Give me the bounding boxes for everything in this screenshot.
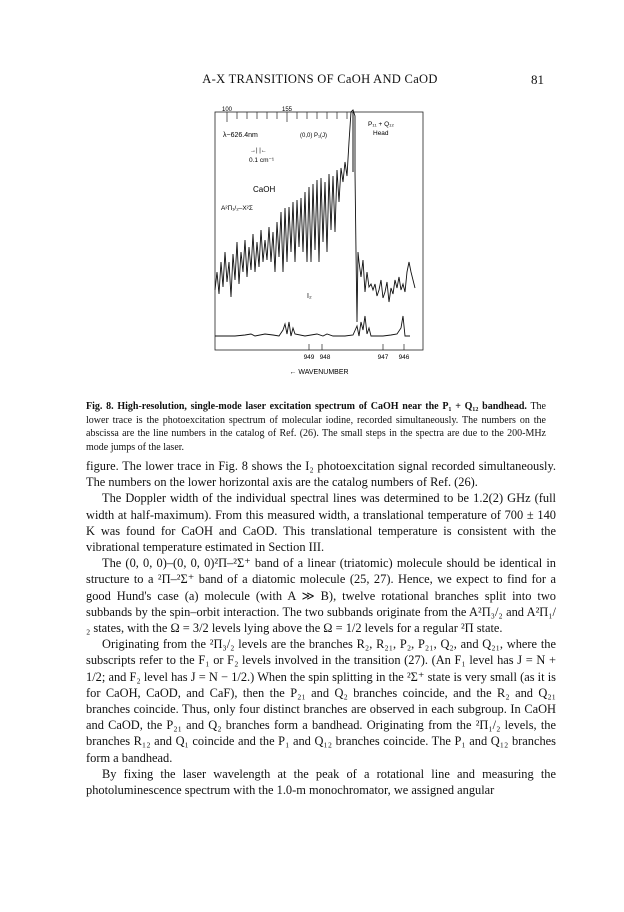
bottom-tick-label: 949 <box>303 354 315 361</box>
bandhead-label: P₁₁ + Q₁₂ <box>368 121 394 128</box>
top-tick-label: 100 <box>221 107 233 113</box>
page-header <box>0 72 624 92</box>
iodine-label: I₂ <box>307 293 312 300</box>
transition-label: A²Π₁/₂–X²Σ <box>221 205 253 212</box>
figure-spectrum <box>205 107 435 380</box>
caoh-trace <box>215 110 415 322</box>
paragraph: The Doppler width of the individual spectral lines was determined to be 1.2(2) GHz (full width at half-maximum). From this measured width, a translational temperature of 700 ± 140 K was found for CaOH and CaOD. This translational temperature is consistent with the vibrational temperature estimated in Section III. <box>86 491 556 555</box>
paragraph: By fixing the laser wavelength at the peak of a rotational line and measuring the photoluminescence spectrum with the 1.0-m monochromator, we assigned angular <box>86 766 556 798</box>
bottom-tick-label: 948 <box>319 354 331 361</box>
head-label: Head <box>373 130 389 137</box>
spectrum-plot <box>205 107 435 380</box>
plot-frame <box>215 112 423 350</box>
branch-label: (0,0) P₁(J) <box>300 133 328 139</box>
resolution-arrow: →| |← <box>250 148 267 154</box>
top-ticks <box>227 112 347 122</box>
paragraph: Originating from the ²Π₃/₂ levels are the branches R₂, R₂₁, P₂, P₂₁, Q₂, and Q₂₁, where the subscripts refer to the F₁ or F₂ levels involved in the transition (27). (An F₁ level has J = N + 1/2; and F₂ level has J = N − 1/2.) When the spin splitting in the ²Σ⁺ state is very small (as it is for CaOH, CaOD, and CaF), then the P₂₁ and Q₂ branches coincide, and the R₂ and Q₂₁ branches coincide. Thus, only four distinct branches are observed in each subgroup. In CaOH and CaOD, the P₂₁ and Q₂ branches form a bandhead. Originating from the ²Π₁/₂ levels, the branches R₁₂ and Q₁ coincide and the P₁ and Q₁₂ branches coincide. The P₁ and Q₁₂ branches form a bandhead. <box>86 637 556 765</box>
resolution-label: 0.1 cm⁻¹ <box>249 157 275 164</box>
bottom-tick-label: 947 <box>377 354 389 361</box>
paragraph: figure. The lower trace in Fig. 8 shows the I₂ photoexcitation signal recorded simultaneously. The numbers on the lower horizontal axis are the catalog numbers of Ref. (26). <box>86 459 556 490</box>
page-number: 81 <box>531 72 544 87</box>
bottom-tick-label: 946 <box>398 354 410 361</box>
wavelength-label: λ~626.4nm <box>223 132 258 139</box>
axis-label: ← WAVENUMBER <box>289 369 349 376</box>
molecule-label: CaOH <box>253 185 276 194</box>
top-tick-label: 155 <box>281 107 293 113</box>
paragraph: The (0, 0, 0)–(0, 0, 0)²Π–²Σ⁺ band of a linear (triatomic) molecule should be identical in structure to a ²Π–²Σ⁺ band of a diatomic molecule (25, 27). Hence, we expect to find for a good Hund's case (a) molecule (with A ≫ B), twelve rotational branches split into two subbands by the spin–orbit interaction. The two subbands originate from the A²Π₃/₂ and A²Π₁/₂ states, with the Ω = 3/2 levels lying above the Ω = 1/2 levels for a regular ²Π state. <box>86 556 556 636</box>
figure-caption <box>86 400 546 454</box>
body-text <box>86 458 556 798</box>
caption-text: The lower trace is the photoexcitation spectrum of molecular iodine, recorded simultaneously. The numbers on the abscissa are the line numbers in the catalog of Ref. (26). The small steps in the spectra are due to the 200-MHz mode jumps of the laser. <box>86 401 546 453</box>
caption-lead: Fig. 8. High-resolution, single-mode laser excitation spectrum of CaOH near the P₁ + Q₁₂ bandhead. <box>86 401 527 412</box>
running-title: A-X TRANSITIONS OF CaOH AND CaOD <box>202 72 438 86</box>
bottom-ticks <box>309 344 404 350</box>
iodine-trace <box>215 316 410 336</box>
